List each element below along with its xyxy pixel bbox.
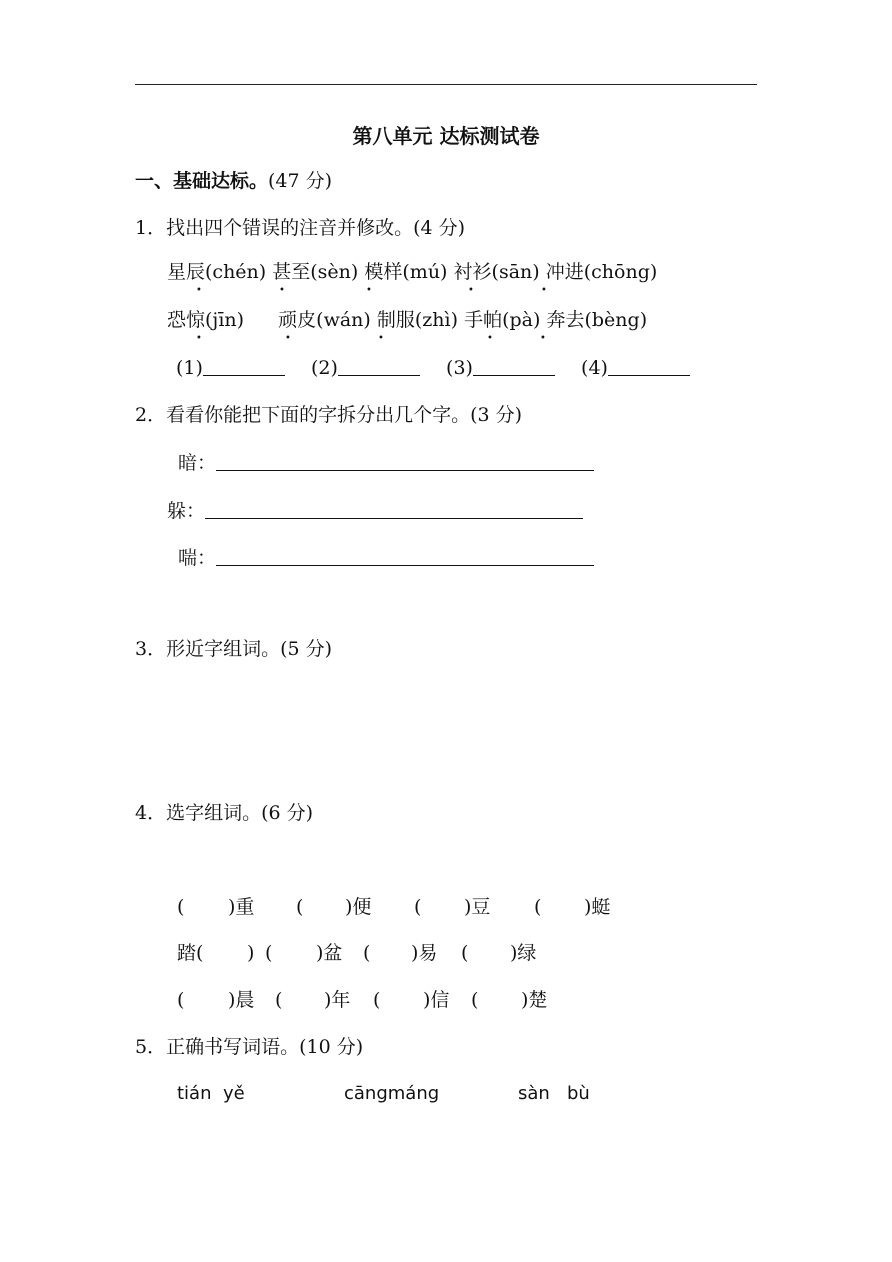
answer-line[interactable] [216,452,594,471]
answer-label-4: (4) [581,357,608,379]
section-points: (47 分) [268,170,333,192]
q2-char: 躲： [167,500,206,522]
page-title: 第八单元 达标测试卷 [352,124,540,148]
q2-item [167,500,583,521]
answer-label-3: (3) [446,357,473,379]
q1-item: 冲进(chōng) [545,261,658,283]
q5-pinyin-1: tián yě [177,1083,245,1104]
emphasis-dot: • [378,333,384,344]
answer-blank[interactable] [338,357,420,376]
q1-item: 制服(zhì) [376,309,459,331]
q5-pinyin-3: sàn bù [518,1083,590,1104]
question-5-prompt: 5．正确书写词语。(10 分) [135,1036,364,1058]
q1-item: 甚至(sèn) [272,261,359,283]
q4-row-2: 踏( ) ( )盆 ( )易 ( )绿 [177,942,537,964]
emphasis-dot: • [285,333,291,344]
q4-row-1: ( )重 ( )便 ( )豆 ( )蜓 [177,896,611,918]
question-1-prompt: 1．找出四个错误的注音并修改。(4 分) [135,217,466,239]
q1-item: 衬衫(sān) [453,261,540,283]
emphasis-dot: • [196,333,202,344]
q1-answer-row [176,357,690,378]
emphasis-dot: • [541,285,547,296]
q1-row-1 [167,263,657,282]
answer-line[interactable] [205,500,583,519]
question-2-prompt: 2．看看你能把下面的字拆分出几个字。(3 分) [135,404,523,426]
answer-line[interactable] [216,547,594,566]
emphasis-dot: • [196,285,202,296]
q2-char: 暗： [178,452,217,474]
emphasis-dot: • [468,285,474,296]
answer-label-1: (1) [176,357,203,379]
q2-char: 喘： [178,547,217,569]
answer-blank[interactable] [608,357,690,376]
question-4-prompt: 4．选字组词。(6 分) [135,802,314,824]
q1-item: 星辰(chén) [167,261,267,283]
emphasis-dot: • [279,285,285,296]
q4-row-3: ( )晨 ( )年 ( )信 ( )楚 [177,989,548,1011]
answer-label-2: (2) [311,357,338,379]
question-3-prompt: 3．形近字组词。(5 分) [135,638,333,660]
q1-item: 模样(mú) [364,261,448,283]
section-heading-text: 一、基础达标。 [135,170,269,192]
q1-item: 手帕(pà) [464,309,541,331]
emphasis-dot: • [487,333,493,344]
q1-item: 奔去(bèng) [546,309,648,331]
emphasis-dot: • [540,333,546,344]
q2-item [178,452,594,473]
q1-item: 顽皮(wán) [278,309,371,331]
answer-blank[interactable] [203,357,285,376]
header-rule [135,84,757,85]
q2-item [178,547,594,568]
q1-row-2 [167,311,647,330]
q1-item: 恐惊(jīn) [167,309,245,331]
q5-pinyin-2: cāngmáng [344,1083,440,1104]
section-heading [135,172,332,191]
emphasis-dot: • [366,285,372,296]
answer-blank[interactable] [473,357,555,376]
